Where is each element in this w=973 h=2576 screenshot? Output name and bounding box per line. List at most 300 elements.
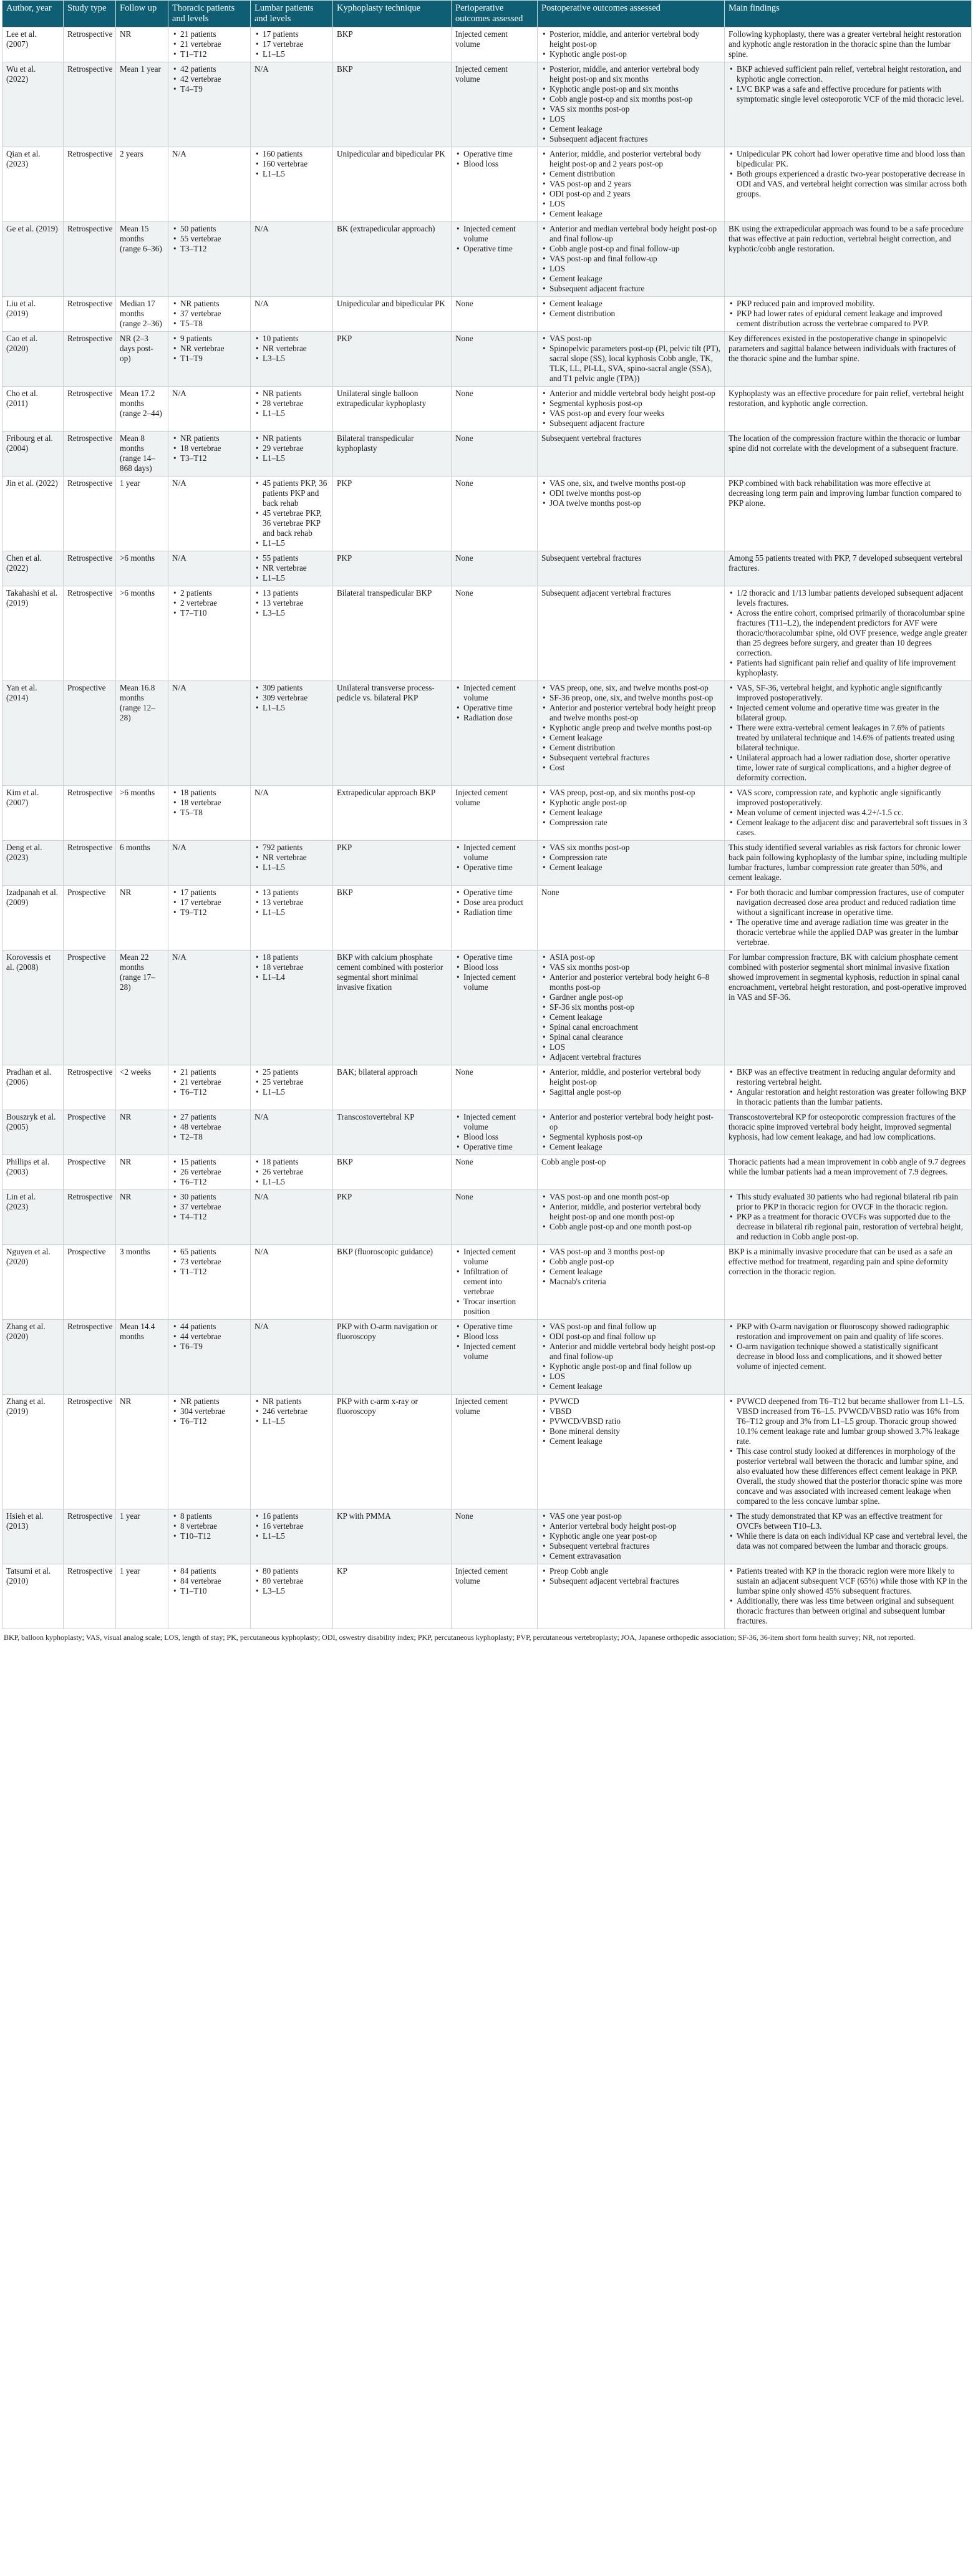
cell-thoracic bbox=[168, 886, 251, 951]
cell-findings: BK using the extrapedicular approach was found to be a safe procedure that was effective at pain reduction, vertebral height correction, and kyphotic/cobb angle restoration. bbox=[725, 222, 972, 297]
cell-author: Izadpanah et al. (2009) bbox=[2, 886, 64, 951]
list-item: • 42 patients bbox=[180, 64, 246, 74]
list-item: • 309 patients bbox=[263, 683, 329, 693]
cell-follow-up: Mean 16.8 months (range 12–28) bbox=[116, 681, 168, 786]
table-row bbox=[2, 1065, 972, 1110]
cell-study-type: Prospective bbox=[64, 951, 116, 1065]
list-item: • NR patients bbox=[180, 1397, 246, 1407]
header-follow-up: Follow up bbox=[116, 1, 168, 27]
bullet-list bbox=[172, 888, 246, 918]
list-item: • 17 vertebrae bbox=[263, 39, 329, 49]
table-footnote: BKP, balloon kyphoplasty; VAS, visual analog scale; LOS, length of stay; PK, percutaneous kyphoplasty; ODI, oswestry disability index; PKP, percutaneous kyphoplasty; PVP, percutaneous vertebroplasty; JOA, Japanese orthopedic association; SF-36, 36-item short form health survey; NR, not reported. bbox=[4, 1633, 916, 1642]
cell-author: Jin et al. (2022) bbox=[2, 477, 64, 551]
header-findings: Main findings bbox=[725, 1, 972, 27]
cell-lumbar bbox=[251, 886, 333, 951]
bullet-list bbox=[729, 149, 967, 199]
bullet-list bbox=[172, 1157, 246, 1187]
list-item: • T3–T12 bbox=[180, 244, 246, 254]
list-item: • L3–L5 bbox=[263, 354, 329, 364]
table-row bbox=[2, 1155, 972, 1190]
list-item: • The operative time and average radiation time was greater in the thoracic vertebrae while the applied DAP was greater in the lumbar vertebrae. bbox=[737, 918, 967, 947]
bullet-list bbox=[254, 1511, 329, 1541]
header-technique: Kyphoplasty technique bbox=[333, 1, 452, 27]
cell-follow-up: >6 months bbox=[116, 786, 168, 841]
list-item: • T1–T12 bbox=[180, 1267, 246, 1277]
list-item: • Cobb angle post-op and one month post-op bbox=[549, 1222, 720, 1232]
list-item: • 55 vertebrae bbox=[180, 234, 246, 244]
cell-thoracic bbox=[168, 1190, 251, 1245]
list-item: • 25 vertebrae bbox=[263, 1077, 329, 1087]
cell-lumbar bbox=[251, 951, 333, 1065]
bullet-list bbox=[729, 1397, 967, 1506]
list-item: • Blood loss bbox=[463, 1332, 533, 1342]
bullet-list bbox=[541, 334, 720, 384]
bullet-list bbox=[172, 1397, 246, 1426]
header-postop: Postoperative outcomes assessed bbox=[538, 1, 725, 27]
list-item: • 10 patients bbox=[263, 334, 329, 344]
cell-lumbar: N/A bbox=[251, 1245, 333, 1320]
cell-author: Zhang et al. (2019) bbox=[2, 1395, 64, 1509]
cell-lumbar bbox=[251, 477, 333, 551]
list-item: • Radiation time bbox=[463, 908, 533, 918]
list-item: • 13 vertebrae bbox=[263, 898, 329, 908]
cell-author: Nguyen et al. (2020) bbox=[2, 1245, 64, 1320]
table-row bbox=[2, 477, 972, 551]
cell-postop bbox=[538, 1110, 725, 1155]
list-item: • 9 patients bbox=[180, 334, 246, 344]
cell-study-type: Retrospective bbox=[64, 62, 116, 147]
cell-technique: PKP bbox=[333, 841, 452, 886]
list-item: • L1–L5 bbox=[263, 49, 329, 59]
table-header bbox=[2, 1, 972, 27]
cell-thoracic: N/A bbox=[168, 681, 251, 786]
list-item: • T9–T12 bbox=[180, 908, 246, 918]
cell-periop bbox=[452, 951, 538, 1065]
bullet-list bbox=[455, 149, 533, 169]
list-item: • 16 vertebrae bbox=[263, 1521, 329, 1531]
cell-periop: Injected cement volume bbox=[452, 1564, 538, 1629]
list-item: • Dose area product bbox=[463, 898, 533, 908]
bullet-list bbox=[729, 1322, 967, 1372]
cell-thoracic: N/A bbox=[168, 951, 251, 1065]
list-item: • T4–T9 bbox=[180, 84, 246, 94]
list-item: • Kyphotic angle preop and twelve months post-op bbox=[549, 723, 720, 733]
list-item: • Radiation dose bbox=[463, 713, 533, 723]
list-item: • Operative time bbox=[463, 1322, 533, 1332]
list-item: • Subsequent adjacent vertebral fractures bbox=[549, 1576, 720, 1586]
list-item: • 21 vertebrae bbox=[180, 39, 246, 49]
table-row bbox=[2, 786, 972, 841]
cell-thoracic: N/A bbox=[168, 477, 251, 551]
list-item: • 44 vertebrae bbox=[180, 1332, 246, 1342]
cell-technique: Bilateral transpedicular BKP bbox=[333, 586, 452, 681]
list-item: • While there is data on each individual KP case and vertebral level, the data was not compared between the lumbar and thoracic groups. bbox=[737, 1531, 967, 1551]
list-item: • 48 vertebrae bbox=[180, 1122, 246, 1132]
list-item: • VAS preop, post-op, and six months post-op bbox=[549, 788, 720, 798]
cell-author: Korovessis et al. (2008) bbox=[2, 951, 64, 1065]
bullet-list bbox=[729, 64, 967, 104]
list-item: • ASIA post-op bbox=[549, 952, 720, 962]
list-item: • 2 vertebrae bbox=[180, 598, 246, 608]
list-item: • 84 vertebrae bbox=[180, 1576, 246, 1586]
cell-author: Lin et al. (2023) bbox=[2, 1190, 64, 1245]
list-item: • Kyphotic angle post-op bbox=[549, 798, 720, 808]
list-item: • 50 patients bbox=[180, 224, 246, 234]
list-item: • Cement leakage to the adjacent disc and paravertebral soft tissues in 3 cases. bbox=[737, 818, 967, 838]
cell-periop bbox=[452, 841, 538, 886]
bullet-list bbox=[254, 334, 329, 364]
cell-postop: Subsequent vertebral fractures bbox=[538, 432, 725, 477]
cell-study-type: Retrospective bbox=[64, 1509, 116, 1564]
cell-study-type: Retrospective bbox=[64, 477, 116, 551]
table-row bbox=[2, 27, 972, 62]
cell-postop bbox=[538, 841, 725, 886]
table-row bbox=[2, 886, 972, 951]
list-item: • NR vertebrae bbox=[263, 344, 329, 354]
cell-technique: Unilateral transverse process-pedicle vs. bilateral PKP bbox=[333, 681, 452, 786]
list-item: • Unilateral approach had a lower radiation dose, shorter operative time, lower rate of surgical complications, and a higher degree of deformity correction. bbox=[737, 753, 967, 783]
cell-periop: None bbox=[452, 477, 538, 551]
list-item: • Cement leakage bbox=[549, 1436, 720, 1446]
list-item: • This study evaluated 30 patients who had regional bilateral rib pain prior to PKP in thoracic region for OVCF in the thoracic region. bbox=[737, 1192, 967, 1212]
list-item: • Cement distribution bbox=[549, 309, 720, 319]
list-item: • PVWCD bbox=[549, 1397, 720, 1407]
cell-lumbar bbox=[251, 1155, 333, 1190]
list-item: • Angular restoration and height restoration was greater following BKP in thoracic patients than the lumbar patients. bbox=[737, 1087, 967, 1107]
bullet-list bbox=[729, 1192, 967, 1242]
cell-postop bbox=[538, 786, 725, 841]
list-item: • Subsequent vertebral fractures bbox=[549, 1541, 720, 1551]
cell-technique: BKP bbox=[333, 27, 452, 62]
list-item: • Additionally, there was less time between original and subsequent thoracic fractures than between original and subsequent lumbar fractures. bbox=[737, 1596, 967, 1626]
cell-lumbar bbox=[251, 551, 333, 586]
cell-lumbar bbox=[251, 1395, 333, 1509]
list-item: • NR patients bbox=[263, 1397, 329, 1407]
bullet-list bbox=[541, 1247, 720, 1287]
bullet-list bbox=[541, 389, 720, 429]
list-item: • Cement leakage bbox=[549, 1142, 720, 1152]
list-item: • Operative time bbox=[463, 888, 533, 898]
cell-findings: Following kyphoplasty, there was a greater vertebral height restoration and kyphotic angle restoration in the thoracic spine than the lumbar spine. bbox=[725, 27, 972, 62]
cell-postop bbox=[538, 387, 725, 432]
list-item: • T6–T9 bbox=[180, 1342, 246, 1352]
list-item: • Injected cement volume bbox=[463, 1112, 533, 1132]
cell-thoracic bbox=[168, 1509, 251, 1564]
list-item: • 27 patients bbox=[180, 1112, 246, 1122]
list-item: • Anterior and posterior vertebral body height preop and twelve months post-op bbox=[549, 703, 720, 723]
list-item: • Posterior, middle, and anterior vertebral body height post-op bbox=[549, 29, 720, 49]
list-item: • Subsequent adjacent fractures bbox=[549, 134, 720, 144]
cell-findings bbox=[725, 62, 972, 147]
bullet-list bbox=[172, 588, 246, 618]
cell-thoracic bbox=[168, 62, 251, 147]
cell-thoracic bbox=[168, 586, 251, 681]
cell-technique: KP bbox=[333, 1564, 452, 1629]
list-item: • 84 patients bbox=[180, 1566, 246, 1576]
cell-follow-up: 1 year bbox=[116, 1509, 168, 1564]
cell-lumbar bbox=[251, 332, 333, 387]
cell-study-type: Retrospective bbox=[64, 1395, 116, 1509]
list-item: • BKP was an effective treatment in reducing angular deformity and restoring vertebral height. bbox=[737, 1067, 967, 1087]
cell-author: Fribourg et al. (2004) bbox=[2, 432, 64, 477]
header-row bbox=[2, 1, 972, 27]
bullet-list bbox=[541, 1192, 720, 1232]
cell-periop bbox=[452, 1245, 538, 1320]
cell-findings: For lumbar compression fracture, BK with calcium phosphate cement combined with posterior segmental short minimal invasive fixation showed improvement in segmental kyphosis, reduction in spinal canal encroachment, vertebral height restoration, and post-operative improved in VAS and SF-36. bbox=[725, 951, 972, 1065]
list-item: • 80 patients bbox=[263, 1566, 329, 1576]
list-item: • NR patients bbox=[180, 299, 246, 309]
cell-postop bbox=[538, 1564, 725, 1629]
cell-thoracic bbox=[168, 1564, 251, 1629]
cell-study-type: Retrospective bbox=[64, 1190, 116, 1245]
cell-technique: Bilateral transpedicular kyphoplasty bbox=[333, 432, 452, 477]
cell-author: Qian et al. (2023) bbox=[2, 147, 64, 222]
bullet-list bbox=[729, 588, 967, 678]
list-item: • JOA twelve months post-op bbox=[549, 498, 720, 508]
list-item: • T2–T8 bbox=[180, 1132, 246, 1142]
list-item: • L3–L5 bbox=[263, 608, 329, 618]
header-study-type: Study type bbox=[64, 1, 116, 27]
cell-technique: PKP bbox=[333, 332, 452, 387]
cell-periop: None bbox=[452, 1065, 538, 1110]
list-item: • VAS post-op and one month post-op bbox=[549, 1192, 720, 1202]
cell-follow-up: Mean 22 months (range 17–28) bbox=[116, 951, 168, 1065]
cell-author: Tatsumi et al. (2010) bbox=[2, 1564, 64, 1629]
cell-follow-up: >6 months bbox=[116, 551, 168, 586]
cell-technique: KP with PMMA bbox=[333, 1509, 452, 1564]
cell-findings bbox=[725, 681, 972, 786]
list-item: • 2 patients bbox=[180, 588, 246, 598]
bullet-list bbox=[729, 888, 967, 947]
cell-study-type: Prospective bbox=[64, 1155, 116, 1190]
list-item: • Macnab's criteria bbox=[549, 1277, 720, 1287]
cell-periop: None bbox=[452, 432, 538, 477]
bullet-list bbox=[254, 1067, 329, 1097]
list-item: • Compression rate bbox=[549, 853, 720, 863]
list-item: • Cement leakage bbox=[549, 209, 720, 219]
table-row bbox=[2, 551, 972, 586]
table-row bbox=[2, 841, 972, 886]
bullet-list bbox=[172, 433, 246, 463]
table-row bbox=[2, 62, 972, 147]
list-item: • 30 patients bbox=[180, 1192, 246, 1202]
list-item: • ODI twelve months post-op bbox=[549, 488, 720, 498]
list-item: • T1–T12 bbox=[180, 49, 246, 59]
list-item: • LOS bbox=[549, 199, 720, 209]
list-item: • O-arm navigation technique showed a statistically significant decrease in blood loss and complications, and it showed better volume of injected cement. bbox=[737, 1342, 967, 1372]
bullet-list bbox=[541, 149, 720, 219]
bullet-list bbox=[455, 1322, 533, 1362]
list-item: • The study demonstrated that KP was an effective treatment for OVCFs between T10–L3. bbox=[737, 1511, 967, 1531]
bullet-list bbox=[455, 888, 533, 918]
list-item: • 18 vertebrae bbox=[180, 443, 246, 453]
list-item: • Operative time bbox=[463, 703, 533, 713]
cell-findings bbox=[725, 586, 972, 681]
list-item: • VAS, SF-36, vertebral height, and kyphotic angle significantly improved postoperatively. bbox=[737, 683, 967, 703]
cell-thoracic bbox=[168, 1155, 251, 1190]
list-item: • Subsequent adjacent fracture bbox=[549, 419, 720, 429]
cell-author: Bouszryk et al. (2005) bbox=[2, 1110, 64, 1155]
list-item: • Anterior and middle vertebral body height post-op and final follow-up bbox=[549, 1342, 720, 1362]
list-item: • VAS six months post-op bbox=[549, 104, 720, 114]
cell-lumbar: N/A bbox=[251, 297, 333, 332]
list-item: • Segmental kyphosis post-op bbox=[549, 399, 720, 409]
header-author: Author, year bbox=[2, 1, 64, 27]
cell-postop bbox=[538, 1190, 725, 1245]
cell-study-type: Retrospective bbox=[64, 1564, 116, 1629]
bullet-list bbox=[254, 952, 329, 982]
cell-author: Chen et al. (2022) bbox=[2, 551, 64, 586]
cell-postop bbox=[538, 297, 725, 332]
list-item: • 21 patients bbox=[180, 1067, 246, 1077]
bullet-list bbox=[254, 1157, 329, 1187]
cell-author: Cho et al. (2011) bbox=[2, 387, 64, 432]
bullet-list bbox=[254, 29, 329, 59]
cell-thoracic bbox=[168, 222, 251, 297]
list-item: • PVWCD/VBSD ratio bbox=[549, 1416, 720, 1426]
list-item: • L1–L5 bbox=[263, 409, 329, 419]
cell-study-type: Prospective bbox=[64, 1245, 116, 1320]
cell-findings: Key differences existed in the postoperative change in spinopelvic parameters and sagittal balance between individuals with fractures of the thoracic spine and the lumbar spine. bbox=[725, 332, 972, 387]
list-item: • PKP had lower rates of epidural cement leakage and improved cement distribution across the vertebrae compared to PVP. bbox=[737, 309, 967, 329]
cell-author: Cao et al. (2020) bbox=[2, 332, 64, 387]
cell-follow-up: NR bbox=[116, 886, 168, 951]
list-item: • NR patients bbox=[263, 433, 329, 443]
list-item: • T3–T12 bbox=[180, 453, 246, 463]
list-item: • Anterior and posterior vertebral body height 6–8 months post-op bbox=[549, 972, 720, 992]
cell-author: Ge et al. (2019) bbox=[2, 222, 64, 297]
list-item: • 65 patients bbox=[180, 1247, 246, 1257]
bullet-list bbox=[729, 299, 967, 329]
cell-periop bbox=[452, 886, 538, 951]
cell-periop: None bbox=[452, 387, 538, 432]
list-item: • ODI post-op and final follow up bbox=[549, 1332, 720, 1342]
list-item: • ODI post-op and 2 years bbox=[549, 189, 720, 199]
list-item: • SF-36 six months post-op bbox=[549, 1002, 720, 1012]
list-item: • Infiltration of cement into vertebrae bbox=[463, 1267, 533, 1297]
list-item: • Spinopelvic parameters post-op (PI, pelvic tilt (PT), sacral slope (SS), local kyphosis Cobb angle, TK, TLK, LL, PI-LL, SVA, spino-sacral angle (SSA), and T1 pelvic angle (TPA)) bbox=[549, 344, 720, 384]
list-item: • 17 patients bbox=[263, 29, 329, 39]
list-item: • PKP with O-arm navigation or fluoroscopy showed radiographic restoration and improvement on pain and quality of life scores. bbox=[737, 1322, 967, 1342]
cell-study-type: Retrospective bbox=[64, 297, 116, 332]
cell-follow-up: Mean 14.4 months bbox=[116, 1320, 168, 1395]
bullet-list bbox=[172, 334, 246, 364]
list-item: • Operative time bbox=[463, 863, 533, 873]
table-row bbox=[2, 147, 972, 222]
list-item: • LOS bbox=[549, 114, 720, 124]
cell-periop bbox=[452, 222, 538, 297]
bullet-list bbox=[729, 1067, 967, 1107]
list-item: • 13 patients bbox=[263, 588, 329, 598]
cell-postop bbox=[538, 222, 725, 297]
cell-findings bbox=[725, 886, 972, 951]
list-item: • Adjacent vertebral fractures bbox=[549, 1052, 720, 1062]
list-item: • Kyphotic angle post-op and final follow up bbox=[549, 1362, 720, 1372]
list-item: • PKP reduced pain and improved mobility. bbox=[737, 299, 967, 309]
cell-follow-up: <2 weeks bbox=[116, 1065, 168, 1110]
list-item: • L1–L5 bbox=[263, 1531, 329, 1541]
cell-findings bbox=[725, 786, 972, 841]
cell-study-type: Retrospective bbox=[64, 332, 116, 387]
cell-follow-up: 1 year bbox=[116, 1564, 168, 1629]
list-item: • Posterior, middle, and anterior vertebral body height post-op and six months bbox=[549, 64, 720, 84]
bullet-list bbox=[541, 224, 720, 294]
list-item: • T5–T8 bbox=[180, 319, 246, 329]
list-item: • T6–T12 bbox=[180, 1416, 246, 1426]
list-item: • PVWCD deepened from T6–T12 but became shallower from L1–L5. VBSD increased from T6–L5. PVWCD/VBSD ratio was 16% from T6–T12 group and 3% from L1–L5 group. Thoracic group showed 10.1% cement leakage rate and lumbar group showed 3.7% leakage rate. bbox=[737, 1397, 967, 1446]
cell-technique: Unipedicular and bipedicular PK bbox=[333, 147, 452, 222]
list-item: • VAS six months post-op bbox=[549, 962, 720, 972]
cell-postop bbox=[538, 1320, 725, 1395]
cell-study-type: Retrospective bbox=[64, 586, 116, 681]
bullet-list bbox=[455, 224, 533, 254]
table-row bbox=[2, 951, 972, 1065]
bullet-list bbox=[541, 683, 720, 773]
cell-technique: BK (extrapedicular approach) bbox=[333, 222, 452, 297]
cell-postop: Subsequent vertebral fractures bbox=[538, 551, 725, 586]
cell-postop bbox=[538, 1509, 725, 1564]
list-item: • Subsequent vertebral fractures bbox=[549, 753, 720, 763]
list-item: • VAS six months post-op bbox=[549, 843, 720, 853]
cell-findings bbox=[725, 1065, 972, 1110]
list-item: • Cement distribution bbox=[549, 743, 720, 753]
cell-follow-up: NR (2–3 days post-op) bbox=[116, 332, 168, 387]
table-row bbox=[2, 1320, 972, 1395]
cell-thoracic bbox=[168, 786, 251, 841]
cell-findings: PKP combined with back rehabilitation was more effective at decreasing long term pain and improving lumbar function compared to PKP alone. bbox=[725, 477, 972, 551]
table-row bbox=[2, 1245, 972, 1320]
bullet-list bbox=[254, 389, 329, 419]
cell-technique: BKP with calcium phosphate cement combined with posterior segmental short minimal invasive fixation bbox=[333, 951, 452, 1065]
list-item: • VAS preop, one, six, and twelve months post-op bbox=[549, 683, 720, 693]
cell-study-type: Prospective bbox=[64, 1110, 116, 1155]
list-item: • 18 patients bbox=[180, 788, 246, 798]
bullet-list bbox=[541, 299, 720, 319]
list-item: • Preop Cobb angle bbox=[549, 1566, 720, 1576]
list-item: • Blood loss bbox=[463, 1132, 533, 1142]
bullet-list bbox=[254, 888, 329, 918]
cell-technique: Unipedicular and bipedicular PK bbox=[333, 297, 452, 332]
bullet-list bbox=[729, 788, 967, 838]
list-item: • 73 vertebrae bbox=[180, 1257, 246, 1267]
cell-lumbar bbox=[251, 586, 333, 681]
cell-postop bbox=[538, 147, 725, 222]
cell-thoracic bbox=[168, 332, 251, 387]
bullet-list bbox=[541, 1067, 720, 1097]
bullet-list bbox=[254, 478, 329, 548]
cell-technique: Transcostovertebral KP bbox=[333, 1110, 452, 1155]
table-row bbox=[2, 432, 972, 477]
list-item: • L1–L5 bbox=[263, 1416, 329, 1426]
cell-author: Zhang et al. (2020) bbox=[2, 1320, 64, 1395]
list-item: • L1–L5 bbox=[263, 1177, 329, 1187]
list-item: • Gardner angle post-op bbox=[549, 992, 720, 1002]
list-item: • Injected cement volume bbox=[463, 224, 533, 244]
cell-postop bbox=[538, 951, 725, 1065]
cell-periop: Injected cement volume bbox=[452, 62, 538, 147]
cell-author: Lee et al. (2007) bbox=[2, 27, 64, 62]
list-item: • 25 patients bbox=[263, 1067, 329, 1077]
bullet-list bbox=[254, 1397, 329, 1426]
table-row bbox=[2, 222, 972, 297]
list-item: • Spinal canal clearance bbox=[549, 1032, 720, 1042]
cell-author: Wu et al. (2022) bbox=[2, 62, 64, 147]
cell-periop: None bbox=[452, 332, 538, 387]
table-row bbox=[2, 586, 972, 681]
bullet-list bbox=[541, 29, 720, 59]
cell-lumbar: N/A bbox=[251, 222, 333, 297]
list-item: • Kyphotic angle post-op bbox=[549, 49, 720, 59]
